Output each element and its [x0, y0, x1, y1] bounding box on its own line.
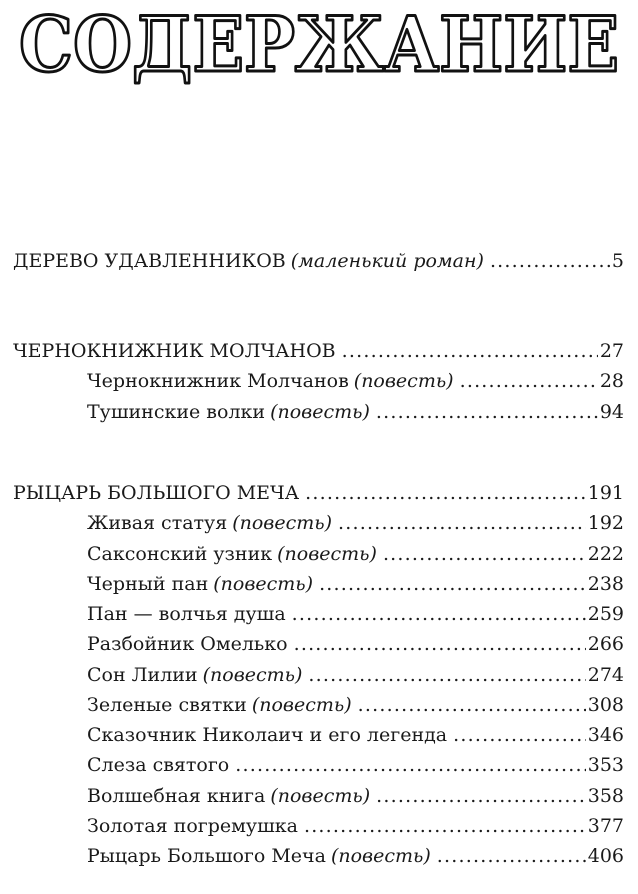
- dot-leader: [308, 663, 585, 687]
- toc-entry-title: Сон Лилии: [87, 663, 198, 686]
- toc-page-number: 222: [587, 542, 624, 565]
- dot-leader: [292, 602, 586, 626]
- toc-item: [87, 369, 624, 393]
- toc-entry-title: Золотая погремушка: [87, 814, 298, 837]
- toc-item: [87, 723, 624, 747]
- toc-entry-note: (повесть): [270, 400, 370, 423]
- toc-entry-title: Живая статуя: [87, 512, 228, 535]
- toc-item: [87, 693, 624, 717]
- dot-leader: [235, 753, 585, 777]
- toc-page-number: 346: [587, 724, 624, 746]
- toc-entry-title: Сказочник Николаич и его легенда: [87, 724, 448, 746]
- toc-page-number: 266: [587, 633, 624, 656]
- toc-page-number: 406: [587, 845, 624, 867]
- toc-item: [87, 753, 624, 777]
- toc-entry-title: РЫЦАРЬ БОЛЬШОГО МЕЧА: [13, 482, 300, 504]
- dot-leader: [376, 784, 586, 808]
- toc-item: [87, 844, 624, 868]
- toc-entry-note: (повесть): [213, 572, 314, 595]
- dot-leader: [460, 369, 598, 393]
- toc-entry-title: Зеленые святки: [87, 693, 247, 716]
- toc-page-number: 308: [587, 693, 624, 716]
- page-title-text: СОДЕРЖАНИЕ: [19, 0, 619, 86]
- toc-page-number: 94: [599, 400, 624, 423]
- toc-item: [87, 602, 624, 626]
- toc-item: [87, 784, 624, 808]
- dot-leader: [319, 572, 586, 596]
- toc-entry-note: (повесть): [251, 693, 352, 716]
- dot-leader: [376, 400, 598, 424]
- toc-item: [87, 814, 624, 838]
- toc-page-number: 274: [587, 663, 624, 686]
- toc-entry-title: Рыцарь Большого Меча: [87, 845, 326, 867]
- toc-page-number: 28: [599, 370, 624, 393]
- toc-entry-note: (повесть): [353, 370, 454, 393]
- toc-item: [87, 511, 624, 535]
- toc-section-heading: [13, 249, 624, 273]
- dot-leader: [338, 511, 586, 535]
- toc-entry-title: Саксонский узник: [87, 542, 273, 565]
- dot-leader: [294, 632, 586, 656]
- toc-section-heading: [13, 481, 624, 505]
- toc-page-number: 191: [587, 482, 624, 504]
- toc-item: [87, 663, 624, 687]
- toc-item: [87, 632, 624, 656]
- toc-entry-title: Чернокнижник Молчанов: [87, 370, 349, 393]
- toc-page-number: 5: [611, 250, 624, 272]
- toc-item: [87, 572, 624, 596]
- dot-leader: [453, 723, 586, 747]
- toc-page-number: 358: [587, 784, 624, 807]
- dot-leader: [342, 339, 598, 363]
- toc-entry-note: (повесть): [202, 663, 303, 686]
- toc-entry-title: ДЕРЕВО УДАВЛЕННИКОВ: [13, 250, 286, 272]
- dot-leader: [437, 844, 586, 868]
- toc-page-number: 192: [587, 512, 624, 535]
- toc-entry-note: (повесть): [270, 784, 371, 807]
- dot-leader: [305, 481, 586, 505]
- dot-leader: [304, 814, 586, 838]
- dot-leader: [383, 542, 586, 566]
- toc-entry-note: (повесть): [232, 512, 333, 535]
- toc-page-number: 353: [587, 754, 624, 777]
- toc-entry-title: ЧЕРНОКНИЖНИК МОЛЧАНОВ: [13, 340, 336, 362]
- toc-entry-note: (повесть): [277, 542, 377, 565]
- toc-page-number: 238: [587, 572, 624, 595]
- toc-page-number: 259: [587, 603, 624, 625]
- toc-item: [87, 542, 624, 566]
- toc-entry-title: Слеза святого: [87, 754, 230, 777]
- toc-page-number: 377: [587, 814, 624, 837]
- dot-leader: [490, 249, 610, 273]
- toc-page-number: 27: [599, 340, 624, 362]
- toc-section-heading: [13, 339, 624, 363]
- toc-entry-title: Разбойник Омелько: [87, 633, 288, 656]
- toc-entry-title: Черный пан: [87, 572, 209, 595]
- toc-entry-title: Волшебная книга: [87, 784, 266, 807]
- dot-leader: [358, 693, 586, 717]
- toc-entry-note: (маленький роман): [290, 250, 484, 272]
- toc-item: [87, 400, 624, 424]
- toc-entry-title: Тушинские волки: [87, 400, 266, 423]
- toc-entry-note: (повесть): [330, 845, 431, 867]
- toc-entry-title: Пан — волчья душа: [87, 603, 286, 625]
